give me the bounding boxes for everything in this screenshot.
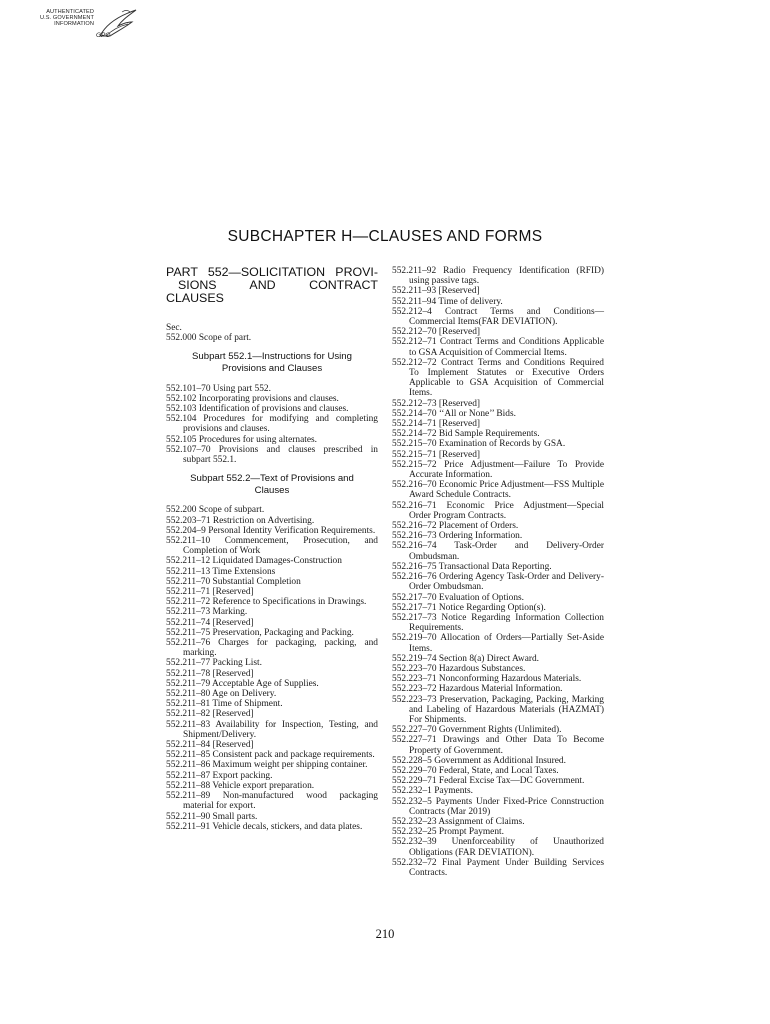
- toc-entry: 552.212–73 [Reserved]: [392, 398, 481, 409]
- toc-entry: 552.104 Procedures for modifying and completing provisions and clauses.: [166, 414, 378, 435]
- toc-entry: 552.223–72 Hazardous Material Information.: [392, 684, 563, 695]
- toc-entry: 552.216–70 Economic Price Adjustment—FSS Multiple Award Schedule Contracts.: [392, 480, 604, 501]
- toc-entry: 552.227–70 Government Rights (Unlimited).: [392, 725, 562, 736]
- toc-entry: 552.211–90 Small parts.: [166, 811, 258, 822]
- toc-entry: 552.214–71 [Reserved]: [392, 419, 481, 430]
- toc-entry: 552.211–70 Substantial Completion: [166, 576, 301, 587]
- part-title: PART 552—SOLICITATION PROVI- SIONS AND CONTRACT CLAUSES: [166, 265, 378, 305]
- toc-entry: 552.211–76 Charges for packaging, packing, and marking.: [166, 638, 378, 659]
- toc-entry: 552.214–72 Bid Sample Requirements.: [392, 429, 540, 440]
- toc-entry: 552.211–92 Radio Frequency Identification (RFID) using passive tags.: [392, 266, 604, 287]
- toc-entry: 552.217–70 Evaluation of Options.: [392, 592, 525, 603]
- subpart-2-entries-right: [392, 266, 604, 878]
- toc-entry: 552.211–79 Acceptable Age of Supplies.: [166, 678, 319, 689]
- toc-entry: 552.214–70 ‘‘All or None’’ Bids.: [392, 408, 516, 419]
- toc-entry: 552.211–85 Consistent pack and package requirements.: [166, 750, 375, 761]
- toc-entry: 552.211–94 Time of delivery.: [392, 296, 503, 307]
- toc-entry: 552.232–5 Payments Under Fixed-Price Connstruction Contracts (Mar 2019): [392, 796, 604, 817]
- toc-entry: 552.211–87 Export packing.: [166, 770, 273, 781]
- right-column: [392, 266, 604, 878]
- toc-entry: 552.211–73 Marking.: [166, 607, 248, 618]
- toc-entry: 552.211–74 [Reserved]: [166, 617, 254, 628]
- toc-entry: 552.232–1 Payments.: [392, 786, 473, 797]
- toc-entry: 552.216–74 Task-Order and Delivery-Order Ombudsman.: [392, 541, 604, 562]
- toc-entry: 552.217–71 Notice Regarding Option(s).: [392, 602, 546, 613]
- gpo-label: GPO: [96, 32, 111, 39]
- toc-entry: 552.211–80 Age on Delivery.: [166, 689, 277, 700]
- toc-entry: 552.211–10 Commencement, Prosecution, and Completion of Work: [166, 536, 378, 557]
- toc-entry: 552.216–72 Placement of Orders.: [392, 521, 519, 532]
- toc-entry: 552.211–82 [Reserved]: [166, 709, 254, 720]
- subpart-1-entries: [166, 384, 378, 466]
- toc-entry: 552.204–9 Personal Identity Verification Requirements.: [166, 525, 376, 536]
- toc-entry: 552.212–4 Contract Terms and Conditions—Commercial Items(FAR DEVIATION).: [392, 306, 604, 328]
- toc-entry: 552.203–71 Restriction on Advertising.: [166, 515, 315, 526]
- left-column: [166, 266, 378, 832]
- toc-entry: 552.211–12 Liquidated Damages-Construction: [166, 556, 342, 567]
- gpo-authentication-seal: [28, 6, 143, 46]
- toc-entry: 552.229–71 Federal Excise Tax—DC Government.: [392, 776, 585, 787]
- toc-entry: 552.211–88 Vehicle export preparation.: [166, 780, 315, 791]
- toc-entry: 552.000 Scope of part.: [166, 333, 252, 344]
- toc-entry: 552.216–76 Ordering Agency Task-Order and Delivery-Order Ombudsman.: [392, 572, 604, 593]
- toc-entry: 552.107–70 Provisions and clauses prescribed in subpart 552.1.: [166, 444, 378, 466]
- subpart-heading: Subpart 552.2—Text of Provisions and Clauses: [190, 473, 354, 496]
- toc-entry: 552.215–71 [Reserved]: [392, 449, 481, 460]
- toc-entry: 552.211–13 Time Extensions: [166, 566, 276, 577]
- toc-entry: 552.216–71 Economic Price Adjustment—Special Order Program Contracts.: [392, 500, 604, 521]
- toc-entry: 552.211–77 Packing List.: [166, 658, 263, 669]
- toc-entry: 552.211–89 Non-manufactured wood packaging material for export.: [166, 791, 378, 812]
- section-label: Sec.: [166, 323, 182, 333]
- eagle-icon: [92, 6, 142, 46]
- toc-entry: 552.212–70 [Reserved]: [392, 327, 481, 338]
- toc-entry: 552.211–71 [Reserved]: [166, 587, 254, 598]
- toc-entry: 552.211–93 [Reserved]: [392, 286, 480, 297]
- toc-entry: 552.215–72 Price Adjustment—Failure To Provide Accurate Information.: [392, 459, 604, 481]
- toc-entry: 552.101–70 Using part 552.: [166, 383, 271, 394]
- toc-entry: 552.216–75 Transactional Data Reporting.: [392, 561, 552, 572]
- toc-entry: 552.212–72 Contract Terms and Conditions Required To Implement Statutes or Executive Orders Applicable to GSA Acquisition of Commercial Items.: [392, 357, 604, 399]
- toc-entry: 552.211–72 Reference to Specifications in Drawings.: [166, 597, 367, 608]
- toc-entry: 552.228–5 Government as Additional Insured.: [392, 755, 566, 766]
- toc-entry: 552.102 Incorporating provisions and clauses.: [166, 393, 339, 404]
- toc-entry: 552.211–75 Preservation, Packaging and Packing.: [166, 627, 354, 638]
- toc-entry: 552.200 Scope of subpart.: [166, 505, 265, 516]
- toc-entry: 552.232–25 Prompt Payment.: [392, 827, 504, 838]
- toc-entry: 552.211–84 [Reserved]: [166, 740, 254, 751]
- toc-entry: 552.211–86 Maximum weight per shipping container.: [166, 760, 368, 771]
- toc-entry: 552.223–70 Hazardous Substances.: [392, 663, 526, 674]
- toc-entry: 552.211–91 Vehicle decals, stickers, and data plates.: [166, 821, 363, 832]
- toc-entry: 552.232–72 Final Payment Under Building Services Contracts.: [392, 857, 604, 878]
- toc-entry: 552.212–71 Contract Terms and Conditions Applicable to GSA Acquisition of Commercial Items.: [392, 337, 604, 358]
- toc-entry: 552.211–83 Availability for Inspection, Testing, and Shipment/Delivery.: [166, 719, 378, 740]
- subchapter-title: SUBCHAPTER H—CLAUSES AND FORMS: [227, 228, 543, 245]
- toc-entry: 552.223–71 Nonconforming Hazardous Materials.: [392, 674, 582, 685]
- subpart-heading: Subpart 552.1—Instructions for Using Provisions and Clauses: [192, 351, 352, 374]
- toc-entry: 552.105 Procedures for using alternates.: [166, 434, 318, 445]
- toc-entry: 552.103 Identification of provisions and clauses.: [166, 404, 349, 414]
- toc-entry: 552.229–70 Federal, State, and Local Taxes.: [392, 765, 559, 776]
- toc-entry: 552.211–81 Time of Shipment.: [166, 699, 283, 710]
- toc-entry: 552.219–70 Allocation of Orders—Partially Set-Aside Items.: [392, 633, 604, 654]
- subpart-2-entries-left: [166, 505, 378, 832]
- toc-entry: 552.232–39 Unenforceability of Unauthorized Obligations (FAR DEVIATION).: [392, 837, 604, 858]
- toc-entry: 552.211–78 [Reserved]: [166, 668, 254, 679]
- page-number: 210: [375, 927, 395, 941]
- toc-entry: 552.215–70 Examination of Records by GSA.: [392, 439, 566, 450]
- authentication-text: AUTHENTICATED U.S. GOVERNMENT INFORMATION: [39, 9, 94, 28]
- toc-entry: 552.216–73 Ordering Information.: [392, 531, 523, 542]
- toc-entry: 552.217–73 Notice Regarding Information Collection Requirements.: [392, 612, 604, 634]
- toc-entry: 552.219–74 Section 8(a) Direct Award.: [392, 653, 540, 664]
- toc-entry: 552.232–23 Assignment of Claims.: [392, 816, 525, 827]
- toc-entry: 552.227–71 Drawings and Other Data To Become Property of Government.: [392, 735, 604, 756]
- toc-entry: 552.223–73 Preservation, Packaging, Packing, Marking and Labeling of Hazardous Materials (HAZMAT) For Shipments.: [392, 694, 604, 725]
